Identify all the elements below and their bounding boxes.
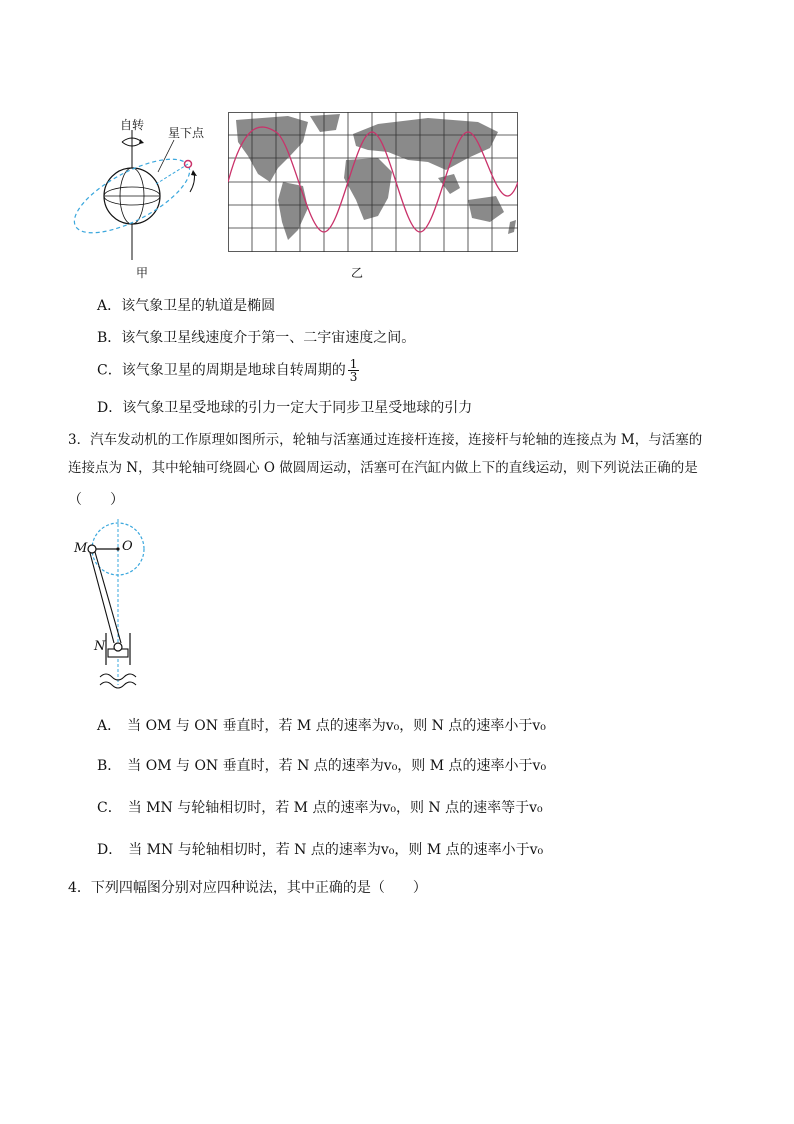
figure-yi-caption: 乙 [351,266,364,280]
q2-option-b: B．该气象卫星线速度介于第一、二宇宙速度之间。 [97,330,416,346]
q3-line-2: 连接点为 N，其中轮轴可绕圆心 O 做圆周运动，活塞可在汽缸内做上下的直线运动，则下列说法正确的是 [68,460,698,476]
q2-option-a: A．该气象卫星的轨道是椭圆 [97,298,276,314]
crank-piston-diagram [70,505,170,705]
figure-yi [228,112,518,282]
q2-option-d: D．该气象卫星受地球的引力一定大于同步卫星受地球的引力 [97,400,473,416]
figure-jia-caption: 甲 [136,266,149,280]
label-O: O [122,539,133,554]
fraction-one-third: $\frac{1}{3}$ [349,357,358,384]
q3-option-c: C． 当 MN 与轮轴相切时，若 M 点的速率为v₀，则 N 点的速率等于v₀ [97,800,543,816]
figure-jia [66,110,216,280]
q3-line-1: 3．汽车发动机的工作原理如图所示，轮轴与活塞通过连接杆连接，连接杆与轮轴的连接点为 M，与活塞的 [68,432,703,448]
world-map-ground-track [228,112,518,257]
q3-line-3: （ ） [68,492,124,508]
subpoint-label: 星下点 [168,126,205,140]
q3-option-a: A． 当 OM 与 ON 垂直时，若 M 点的速率为v₀，则 N 点的速率小于v₀ [97,718,546,734]
figure-crank-piston [70,505,170,705]
label-N: N [94,639,106,654]
label-M: M [74,541,88,556]
q3-option-b: B． 当 OM 与 ON 垂直时，若 N 点的速率为v₀，则 M 点的速率小于v₀ [97,758,547,774]
rotation-label: 自转 [120,118,145,132]
q4-stem: 4．下列四幅图分别对应四种说法，其中正确的是（ ） [68,880,427,896]
q2-option-c: C．该气象卫星的周期是地球自转周期的 $\frac{1}{3}$ [97,357,358,384]
q3-option-d: D． 当 MN 与轮轴相切时，若 N 点的速率为v₀，则 M 点的速率小于v₀ [97,842,544,858]
